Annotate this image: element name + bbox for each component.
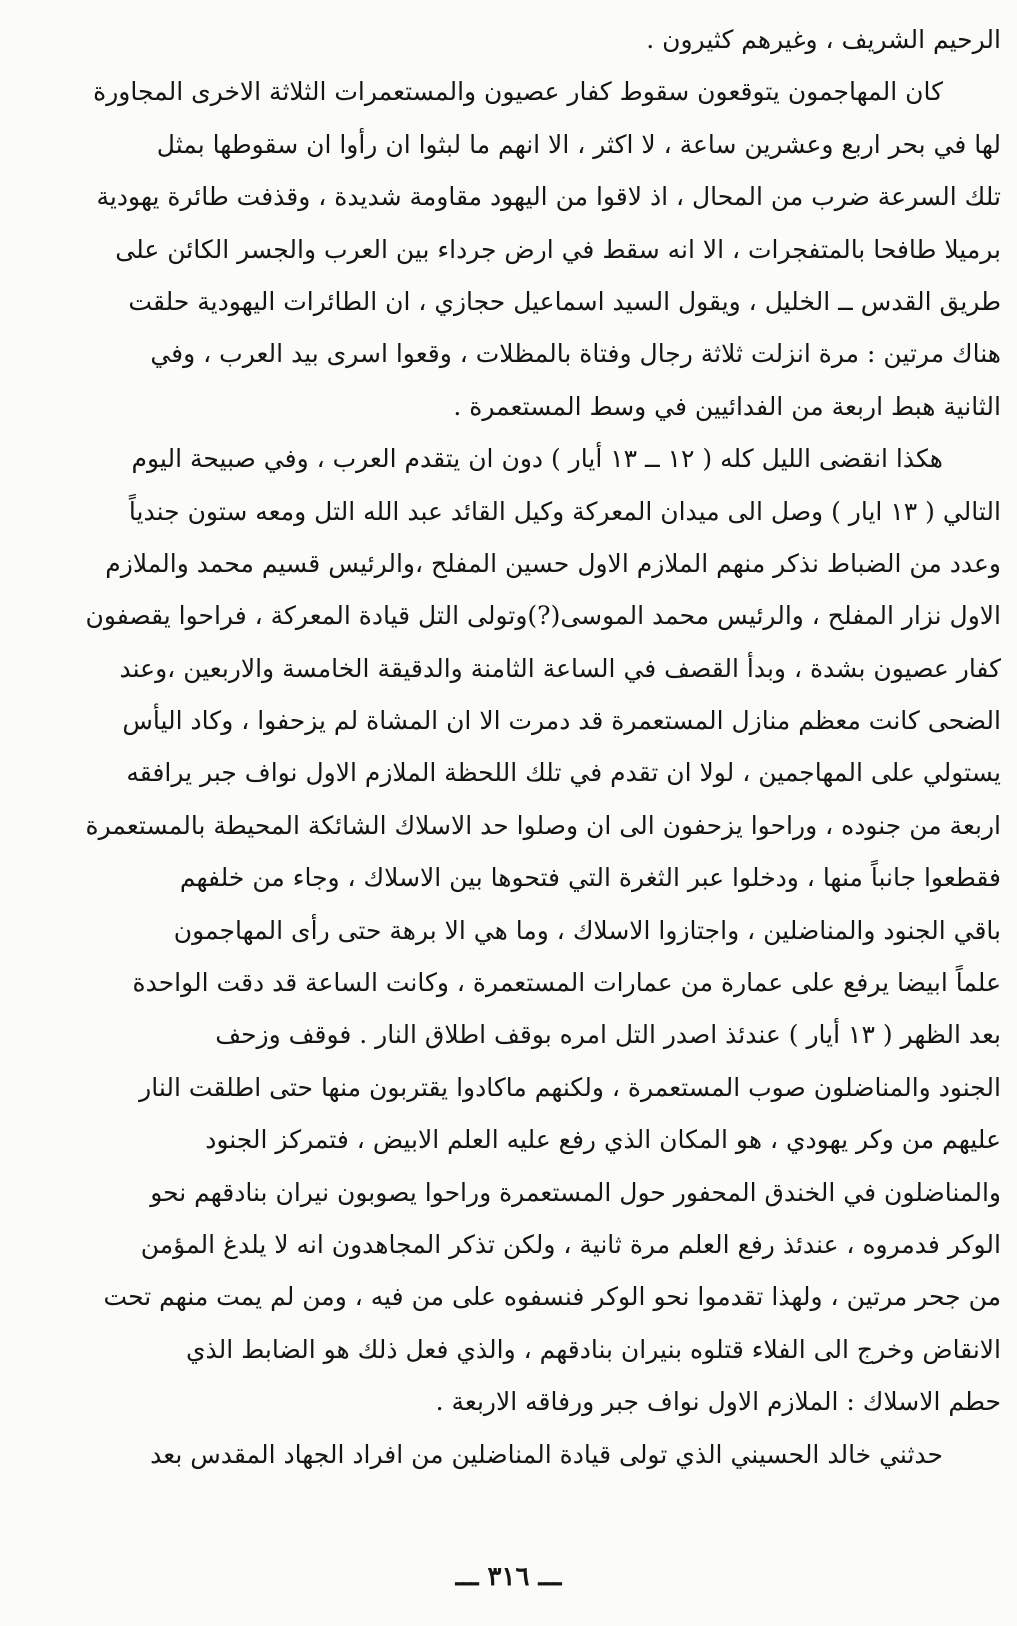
text-line: كفار عصيون بشدة ، وبدأ القصف في الساعة الثامنة والدقيقة الخامسة والاربعين ،وعند <box>119 653 1001 683</box>
text-line: هناك مرتين : مرة انزلت ثلاثة رجال وفتاة بالمظلات ، وقعوا اسرى بيد العرب ، وفي <box>150 339 1001 369</box>
text-line: الوكر فدمروه ، عندئذ رفع العلم مرة ثانية ، ولكن تذكر المجاهدون انه لا يلدغ المؤمن <box>140 1229 1001 1259</box>
text-line: من جحر مرتين ، ولهذا تقدموا نحو الوكر فنسفوه على من فيه ، ومن لم يمت منهم تحت <box>103 1282 1001 1312</box>
text-line: حطم الاسلاك : الملازم الاول نواف جبر ورفاقه الاربعة . <box>435 1387 1001 1417</box>
text-line: كان المهاجمون يتوقعون سقوط كفار عصيون والمستعمرات الثلاثة الاخرى المجاورة <box>93 77 943 107</box>
text-line: يستولي على المهاجمين ، لولا ان تقدم في تلك اللحظة الملازم الاول نواف جبر يرافقه <box>126 758 1001 788</box>
text-line: الرحيم الشريف ، وغيرهم كثيرون . <box>646 25 1001 54</box>
text-line: الانقاض وخرج الى الفلاء قتلوه بنيران بنادقهم ، والذي فعل ذلك هو الضابط الذي <box>185 1334 1001 1364</box>
text-line: فقطعوا جانباً منها ، ودخلوا عبر الثغرة التي فتحوها بين الاسلاك ، وجاء من خلفهم <box>179 863 1001 893</box>
text-line: حدثني خالد الحسيني الذي تولى قيادة المناضلين من افراد الجهاد المقدس بعد <box>150 1439 943 1469</box>
text-line: برميلا طافحا بالمتفجرات ، الا انه سقط في ارض جرداء بين العرب والجسر الكائن على <box>115 234 1001 264</box>
text-line: لها في بحر اربع وعشرين ساعة ، لا اكثر ، الا انهم ما لبثوا ان رأوا ان سقوطها بمثل <box>156 129 1001 159</box>
text-line: اربعة من جنوده ، وراحوا يزحفون الى ان وصلوا حد الاسلاك الشائكة المحيطة بالمستعمرة <box>85 810 1001 840</box>
text-line: الاول نزار المفلح ، والرئيس محمد الموسى(?)وتولى التل قيادة المعركة ، فراحوا يقصفون <box>85 601 1001 631</box>
text-line: بعد الظهر ( ١٣ أيار ) عندئذ اصدر التل امره بوقف اطلاق النار . فوقف وزحف <box>215 1020 1001 1050</box>
text-line: الجنود والمناضلون صوب المستعمرة ، ولكنهم ماكادوا يقتربون منها حتى اطلقت النار <box>139 1072 1001 1102</box>
text-line: علماً ابيضا يرفع على عمارة من عمارات المستعمرة ، وكانت الساعة قد دقت الواحدة <box>132 968 1001 998</box>
text-line: طريق القدس ــ الخليل ، ويقول السيد اسماعيل حجازي ، ان الطائرات اليهودية حلقت <box>128 286 1001 316</box>
page-number: ـــ ٣١٦ ـــ <box>455 1562 562 1592</box>
text-line: عليهم من وكر يهودي ، هو المكان الذي رفع عليه العلم الابيض ، فتمركز الجنود <box>205 1125 1001 1155</box>
text-line: باقي الجنود والمناضلين ، واجتازوا الاسلاك ، وما هي الا برهة حتى رأى المهاجمون <box>173 915 1001 945</box>
text-line: الضحى كانت معظم منازل المستعمرة قد دمرت الا ان المشاة لم يزحفوا ، وكاد اليأس <box>122 706 1001 736</box>
body-text <box>24 14 1001 1481</box>
text-line: والمناضلون في الخندق المحفور حول المستعمرة وراحوا يصوبون نيران بنادقهم نحو <box>150 1177 1001 1207</box>
text-line: الثانية هبط اربعة من الفدائيين في وسط المستعمرة . <box>453 391 1001 421</box>
text-line: التالي ( ١٣ ايار ) وصل الى ميدان المعركة وكيل القائد عبد الله التل ومعه ستون جندياً <box>128 496 1001 526</box>
text-line: وعدد من الضباط نذكر منهم الملازم الاول حسين المفلح ،والرئيس قسيم محمد والملازم <box>105 548 1001 578</box>
text-line: تلك السرعة ضرب من المحال ، اذ لاقوا من اليهود مقاومة شديدة ، وقذفت طائرة يهودية <box>96 182 1001 212</box>
text-line: هكذا انقضى الليل كله ( ١٢ ــ ١٣ أيار ) دون ان يتقدم العرب ، وفي صبيحة اليوم <box>131 444 943 474</box>
